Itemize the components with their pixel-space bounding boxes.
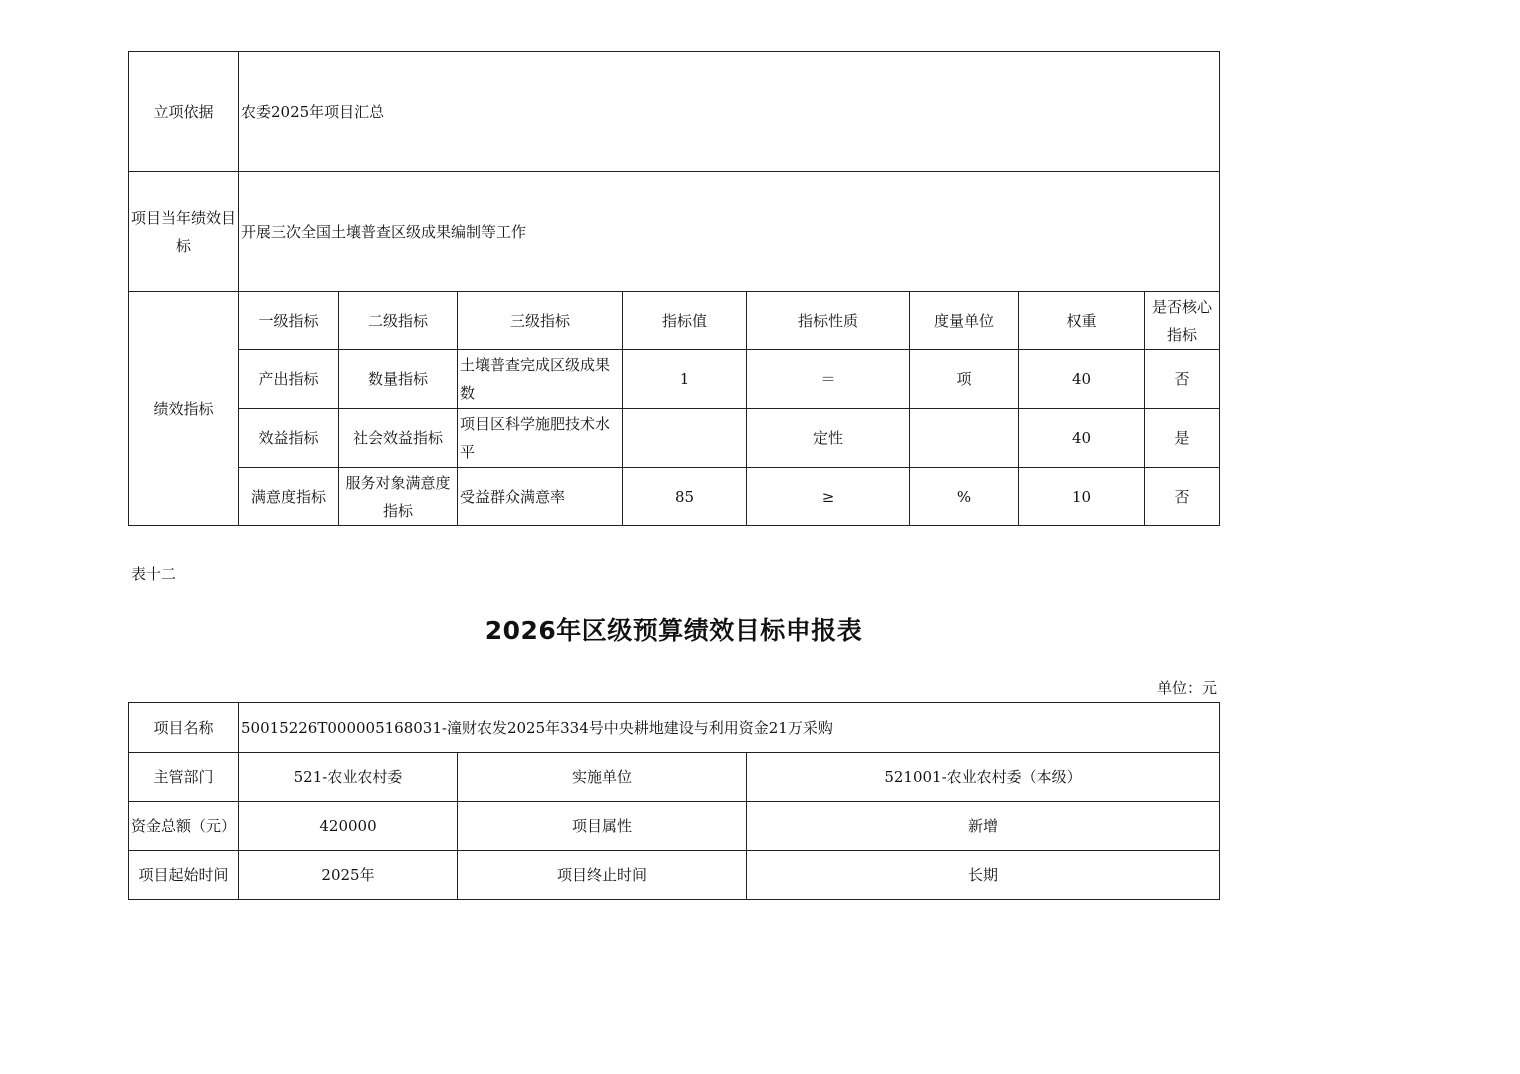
header-cell: 指标性质: [747, 292, 910, 350]
table-cell: 否: [1145, 350, 1220, 409]
table-cell: 土壤普查完成区级成果数: [458, 350, 623, 409]
table-cell: 产出指标: [239, 350, 339, 409]
dept-label: 主管部门: [129, 753, 239, 802]
goal-row: [129, 172, 1220, 292]
goal-label: 项目当年绩效目标: [129, 172, 239, 292]
impl-value: 521001-农业农村委（本级）: [747, 753, 1220, 802]
table-cell: 项: [910, 350, 1019, 409]
table-cell: [910, 409, 1019, 468]
fund-row: [129, 802, 1220, 851]
project-name-value: 50015226T000005168031-潼财农发2025年334号中央耕地建设与利用资金21万采购: [239, 703, 1220, 753]
dept-value: 521-农业农村委: [239, 753, 458, 802]
table-cell: 数量指标: [339, 350, 458, 409]
attr-label: 项目属性: [458, 802, 747, 851]
performance-table: [128, 51, 1220, 526]
end-value: 长期: [747, 851, 1220, 900]
table-caption: 表十二: [131, 565, 177, 583]
time-row: [129, 851, 1220, 900]
project-info-table: [128, 702, 1220, 900]
table-row: [129, 468, 1220, 526]
fund-label: 资金总额（元）: [129, 802, 239, 851]
table-row: [129, 409, 1220, 468]
perf-label: 绩效指标: [129, 292, 239, 526]
header-cell: 度量单位: [910, 292, 1019, 350]
table-cell: 项目区科学施肥技术水平: [458, 409, 623, 468]
table-cell: ＝: [747, 350, 910, 409]
table-cell: [623, 409, 747, 468]
start-value: 2025年: [239, 851, 458, 900]
header-cell: 指标值: [623, 292, 747, 350]
table-cell: %: [910, 468, 1019, 526]
fund-value: 420000: [239, 802, 458, 851]
table-cell: ≥: [747, 468, 910, 526]
table-cell: 85: [623, 468, 747, 526]
table-cell: 受益群众满意率: [458, 468, 623, 526]
table-cell: 定性: [747, 409, 910, 468]
project-name-row: [129, 703, 1220, 753]
basis-row: [129, 52, 1220, 172]
table-cell: 满意度指标: [239, 468, 339, 526]
goal-value: 开展三次全国土壤普查区级成果编制等工作: [239, 172, 1220, 292]
basis-value: 农委2025年项目汇总: [239, 52, 1220, 172]
unit-label: 单位：元: [1156, 679, 1217, 697]
table-cell: 是: [1145, 409, 1220, 468]
header-cell: 权重: [1019, 292, 1145, 350]
table-cell: 1: [623, 350, 747, 409]
page-title: 2026年区级预算绩效目标申报表: [484, 616, 863, 645]
indicator-header-row: [129, 292, 1220, 350]
table-cell: 社会效益指标: [339, 409, 458, 468]
header-cell: 是否核心指标: [1145, 292, 1220, 350]
table-cell: 效益指标: [239, 409, 339, 468]
table-cell: 10: [1019, 468, 1145, 526]
table-cell: 否: [1145, 468, 1220, 526]
attr-value: 新增: [747, 802, 1220, 851]
header-cell: 三级指标: [458, 292, 623, 350]
table-cell: 40: [1019, 409, 1145, 468]
end-label: 项目终止时间: [458, 851, 747, 900]
basis-label: 立项依据: [129, 52, 239, 172]
table-row: [129, 350, 1220, 409]
table-cell: 40: [1019, 350, 1145, 409]
header-cell: 一级指标: [239, 292, 339, 350]
start-label: 项目起始时间: [129, 851, 239, 900]
header-cell: 二级指标: [339, 292, 458, 350]
project-name-label: 项目名称: [129, 703, 239, 753]
table-cell: 服务对象满意度指标: [339, 468, 458, 526]
impl-label: 实施单位: [458, 753, 747, 802]
dept-row: [129, 753, 1220, 802]
